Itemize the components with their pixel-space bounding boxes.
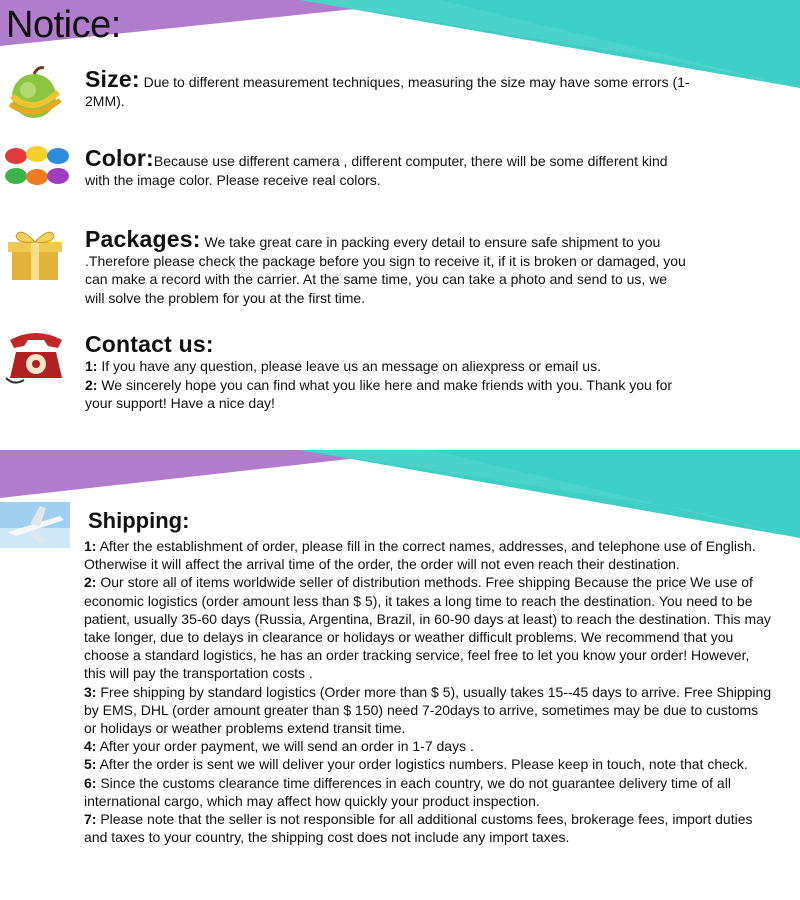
apple-tape-icon (4, 66, 66, 127)
color-section (85, 145, 690, 189)
shipping-item-4-number: 4: (84, 738, 97, 755)
shipping-item-6-text: Since the customs clearance time differences in each country, we do not guarantee delivery time of all international cargo, which may affect how quickly your product inspection. (84, 774, 731, 809)
contact-item-2 (85, 377, 672, 412)
shipping-item-7 (84, 810, 774, 846)
shipping-item-5 (84, 755, 774, 773)
shipping-item-1-number: 1: (84, 538, 97, 554)
contact-section (85, 331, 690, 413)
shipping-section (84, 508, 774, 846)
shipping-item-3-text: Free shipping by standard logistics (Order more than $ 5), usually takes 15--45 days to arrive. Free Shipping by EMS, DHL (order amount greater than $ 150) need 7-20days to arrive, sometimes may be due to customs or holidays or weather problems extend transit time. (84, 683, 772, 737)
shipping-item-2-text: Our store all of items worldwide seller of distribution methods. Free shipping Because the price We use of economic logistics (order amount less than $ 5), it takes a long time to reach the destination. You need to be patient, usually 35-60 days (Russia, Argentina, Brazil, in 60-90 days at least) to reach the destination. This may take longer, due to delays in clearance or holidays or weather difficult problems. We recommend that you choose a standard logistics, he has an order tracking service, feel free to let you know your order! However, this will pay the transportation costs . (84, 574, 771, 682)
shipping-item-3-number: 3: (84, 683, 97, 700)
airplane-icon (0, 502, 70, 553)
shipping-item-5-number: 5: (84, 756, 97, 773)
shipping-item-5-text: After the order is sent we will deliver your order logistics numbers. Please keep in touch, note that check. (96, 756, 748, 773)
paint-cans-icon (4, 144, 70, 193)
contact-item-1 (85, 358, 601, 374)
telephone-icon (4, 326, 68, 391)
packages-heading: Packages: (85, 226, 201, 252)
contact-item-2-text: We sincerely hope you can find what you like here and make friends with you. Thank you for your support! Have a nice day! (85, 376, 673, 411)
shipping-item-6 (84, 774, 774, 810)
shipping-item-7-number: 7: (84, 811, 97, 828)
contact-item-1-text: If you have any question, please leave us an message on aliexpress or email us. (97, 358, 601, 374)
gift-box-icon (4, 226, 64, 287)
contact-item-2-number: 2: (85, 376, 98, 393)
size-section (85, 66, 690, 110)
shipping-item-7-text: Please note that the seller is not responsible for all additional customs fees, brokerage fees, import duties and taxes to your country, the shipping cost does not include any import taxes. (84, 811, 753, 846)
shipping-item-1-text: After the establishment of order, please fill in the correct names, addresses, and telephone use of English. Otherwise it will affect the arrival time of the order, the order will not even reach their destination. (84, 538, 756, 573)
shipping-item-2 (84, 573, 774, 682)
color-heading: Color: (85, 145, 154, 171)
size-text: Due to different measurement techniques, measuring the size may have some errors (1-2MM). (85, 74, 690, 109)
size-heading: Size: (85, 66, 140, 92)
packages-text: We take great care in packing every detail to ensure safe shipment to you .Therefore please check the package before you sign to receive it, if it is broken or damaged, you can make a record with the carrier. At the same time, you can take a photo and send to us, we will solve the problem for you at the first time. (85, 234, 686, 306)
notice-title: Notice: (6, 4, 121, 46)
shipping-item-1 (84, 537, 774, 573)
contact-heading: Contact us: (85, 331, 214, 357)
shipping-item-4 (84, 737, 774, 755)
shipping-heading: Shipping: (88, 508, 190, 533)
shipping-item-2-number: 2: (84, 574, 97, 591)
shipping-item-6-number: 6: (84, 774, 97, 791)
contact-item-1-number: 1: (85, 358, 98, 374)
packages-section (85, 226, 690, 307)
shipping-item-3 (84, 683, 774, 738)
color-text: Because use different camera , different computer, there will be some different kind with the image color. Please receive real colors. (85, 153, 668, 188)
shipping-item-4-text: After your order payment, we will send an order in 1-7 days . (96, 738, 474, 755)
